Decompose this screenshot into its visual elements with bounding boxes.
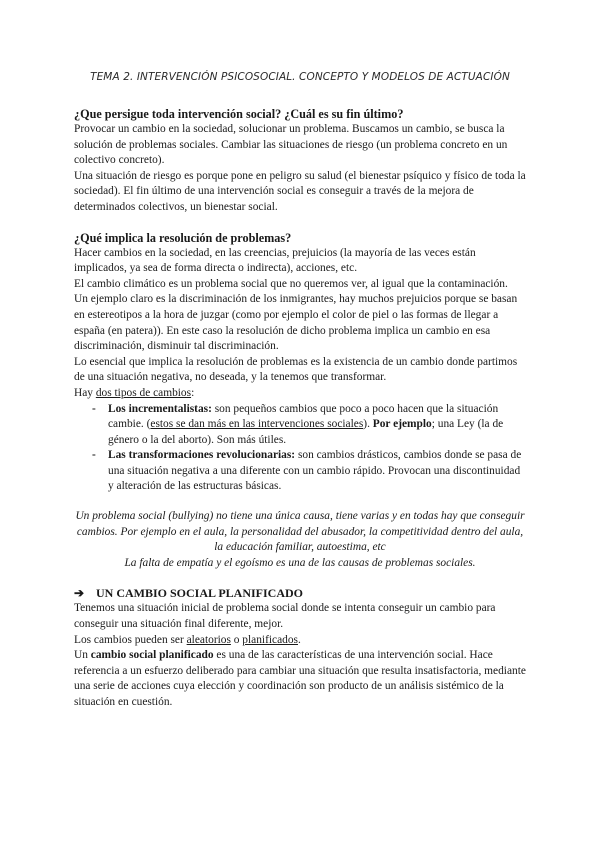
paragraph: Lo esencial que implica la resolución de problemas es la existencia de un cambio donde partimos de una situación negativa, no deseada, y la tenemos que transformar. — [74, 355, 518, 384]
change-types-intro — [74, 386, 526, 402]
paragraph — [74, 648, 526, 710]
document-title: TEMA 2. INTERVENCIÓN PSICOSOCIAL. CONCEPTO Y MODELOS DE ACTUACIÓN — [90, 71, 510, 83]
term-label: Las transformaciones revolucionarias: — [108, 449, 296, 462]
text: Un — [74, 649, 91, 662]
underlined-text: estos se dan más en las intervenciones sociales — [150, 418, 364, 431]
list-item-incrementalists — [108, 402, 526, 449]
bold-text: cambio social planificado — [90, 649, 214, 662]
underlined-text: aleatorios — [186, 633, 231, 646]
paragraph: El cambio climático es un problema social que no queremos ver, al igual que la contaminación. — [74, 277, 508, 290]
term-label: Los incrementalistas: — [108, 402, 212, 415]
change-types-list — [74, 402, 526, 496]
text: . — [297, 633, 301, 646]
text: Los cambios pueden ser — [74, 633, 187, 646]
underlined-text: dos tipos de cambios — [95, 386, 192, 399]
text: ; una Ley (la de género o la del aborto). Son más útiles. — [108, 418, 504, 446]
paragraph: Un ejemplo claro es la discriminación de los inmigrantes, hay muchos prejuicios porque se basan en estereotipos a la hora de juzgar (como por ejemplo el color de piel o las formas de llegar a españa (en patera)). En este caso la resolución de dicho problema implica un cambio en esa discriminación, disminuir tal discriminación. — [74, 293, 518, 353]
list-item-revolutionary — [108, 448, 526, 495]
text: son cambios drásticos, cambios donde se pasa de una situación negativa a una diferente con un cambio rápido. Provocan una discontinuidad y alteración de las estructuras básicas. — [108, 449, 522, 493]
section-heading — [74, 585, 526, 601]
section-title: UN CAMBIO SOCIAL PLANIFICADO — [96, 586, 304, 601]
text: : — [191, 386, 195, 399]
paragraph: Provocar un cambio en la sociedad, solucionar un problema. Buscamos un cambio, se busca la solución de problemas sociales. Cambiar las situaciones de riesgo (un problema concreto en un colectivo concreto). — [74, 123, 508, 167]
arrow-right-icon: ➔ — [74, 586, 85, 601]
document-body — [74, 106, 526, 711]
question-heading-problem-resolution: ¿Qué implica la resolución de problemas? — [74, 230, 292, 245]
bold-text: Por ejemplo — [372, 418, 432, 431]
paragraph — [74, 633, 526, 649]
italic-note: La falta de empatía y el egoísmo es una de las causas de problemas sociales. — [124, 556, 476, 569]
underlined-text: planificados — [242, 633, 298, 646]
paragraph: Hacer cambios en la sociedad, en las creencias, prejuicios (la mayoría de las veces están implicados, ya sea de forma directa o indirecta), acciones, etc. — [74, 246, 476, 275]
question-heading-goal: ¿Que persigue toda intervención social? ¿Cuál es su fin último? — [74, 107, 404, 121]
text: Hay — [74, 386, 96, 399]
text: son pequeños cambios que poco a poco hacen que la situación cambie. ( — [108, 402, 499, 431]
italic-note: Un problema social (bullying) no tiene una única causa, tiene varias y en todas hay que conseguir cambios. Por ejemplo en el aula, la personalidad del abusador, la competitividad dentro del aula, la educación familiar, autoestima, etc — [75, 510, 525, 554]
text: o — [230, 633, 243, 646]
text: ). — [363, 418, 373, 431]
paragraph: Una situación de riesgo es porque pone en peligro su salud (el bienestar psíquico y físico de toda la sociedad). El fin último de una intervención social es conseguir a través de la mejora de determinados colectivos, un bienestar social. — [74, 169, 526, 213]
text: es una de las características de una intervención social. Hace referencia a un esfuerzo deliberado para cambiar una situación que resulta insatisfactoria, mediante una serie de acciones cuya elección y coordinación son producto de un análisis sistémico de la situación en cuestión. — [74, 649, 526, 708]
paragraph: Tenemos una situación inicial de problema social donde se intenta conseguir un cambio para conseguir una situación final diferente, mejor. — [74, 602, 496, 631]
